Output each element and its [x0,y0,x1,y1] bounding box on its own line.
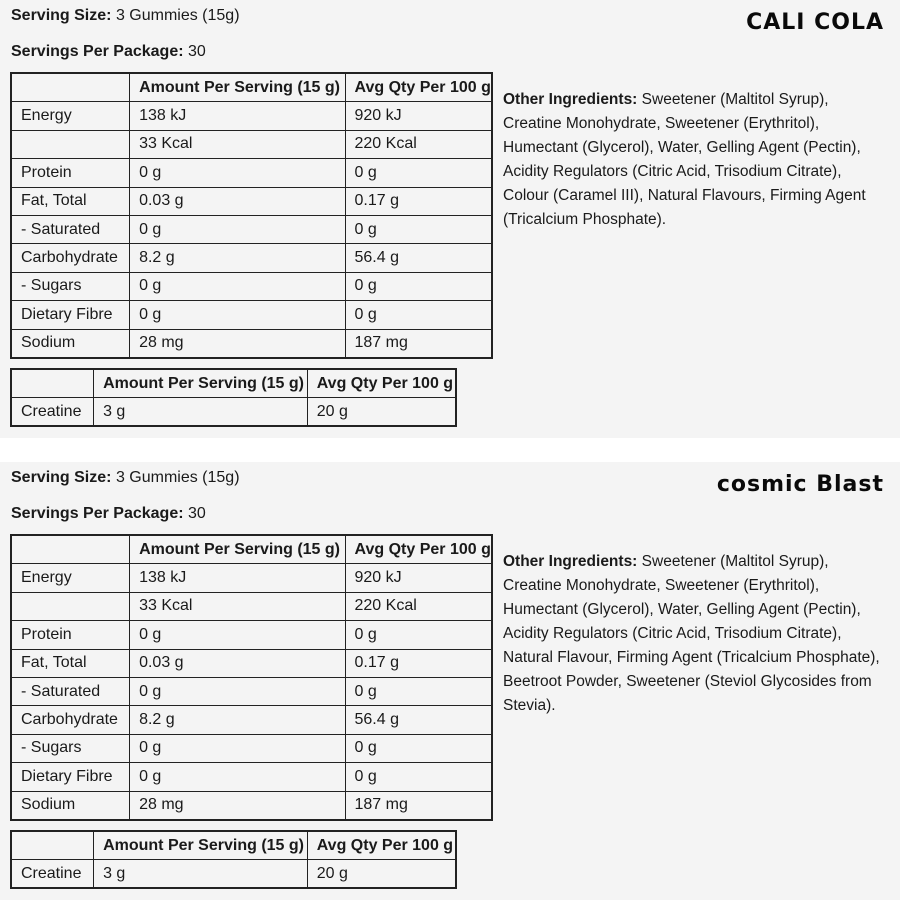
nutrient-name: Energy [11,102,130,130]
table-header [11,73,130,102]
per-100g-value: 56.4 g [345,244,492,272]
table-header [11,831,94,860]
per-serving-value: 3 g [94,398,308,427]
table-row [11,301,492,329]
table-row [11,398,456,427]
nutrient-name: Dietary Fibre [11,301,130,329]
nutrient-name: - Sugars [11,272,130,300]
table-header-row [11,831,456,860]
per-serving-value: 28 mg [130,791,345,820]
nutrient-name: Sodium [11,329,130,358]
table-header-row [11,535,492,564]
nutrient-name: Protein [11,621,130,649]
nutrient-name: Protein [11,159,130,187]
table-row [11,791,492,820]
table-row [11,706,492,734]
table-row [11,677,492,705]
per-serving-value: 0 g [130,621,345,649]
per-serving-value: 0 g [130,301,345,329]
creatine-table [10,830,457,889]
per-serving-value: 0 g [130,677,345,705]
product-name: cosmic Blast [716,472,884,497]
table-row [11,215,492,243]
per-100g-value: 0 g [345,215,492,243]
table-row [11,649,492,677]
serving-size: Serving Size: 3 Gummies (15g) [11,7,240,24]
nutrient-name: Creatine [11,860,94,889]
per-100g-value: 220 Kcal [345,130,492,158]
per-100g-value: 0.17 g [345,187,492,215]
per-100g-value: 0 g [345,734,492,762]
product-panel-cosmic-blast [0,462,900,900]
product-name: CALI COLA [746,10,884,35]
table-header: Amount Per Serving (15 g) [94,369,308,398]
table-row [11,329,492,358]
table-row [11,272,492,300]
table-row [11,734,492,762]
table-row [11,159,492,187]
nutrient-name [11,130,130,158]
other-ingredients: Other Ingredients: Sweetener (Maltitol Syrup), Creatine Monohydrate, Sweetener (Erythritol), Humectant (Glycerol), Water, Gelling Agent (Pectin), Acidity Regulators (Citric Acid, Trisodium Citrate), Colour (Caramel III), Natural Flavours, Firming Agent (Tricalcium Phosphate). [503,91,866,228]
per-100g-value: 0 g [345,677,492,705]
per-serving-value: 8.2 g [130,706,345,734]
per-serving-value: 0 g [130,272,345,300]
per-serving-value: 28 mg [130,329,345,358]
table-row [11,564,492,592]
table-header [11,535,130,564]
nutrient-name: - Sugars [11,734,130,762]
nutrient-name: Energy [11,564,130,592]
table-header: Amount Per Serving (15 g) [130,73,345,102]
table-row [11,621,492,649]
nutrition-table [10,534,493,821]
per-serving-value: 0.03 g [130,649,345,677]
nutrient-name: Fat, Total [11,187,130,215]
per-serving-value: 0 g [130,159,345,187]
per-100g-value: 187 mg [345,329,492,358]
nutrient-name [11,592,130,620]
table-header-row [11,73,492,102]
per-serving-value: 138 kJ [130,564,345,592]
per-serving-value: 0 g [130,763,345,791]
table-header [11,369,94,398]
per-100g-value: 187 mg [345,791,492,820]
per-100g-value: 0 g [345,763,492,791]
table-header: Avg Qty Per 100 g [345,535,492,564]
table-header: Avg Qty Per 100 g [307,369,456,398]
table-row [11,187,492,215]
per-serving-value: 0.03 g [130,187,345,215]
nutrient-name: Dietary Fibre [11,763,130,791]
nutrient-name: Carbohydrate [11,244,130,272]
table-row [11,860,456,889]
per-serving-value: 0 g [130,215,345,243]
table-row [11,763,492,791]
per-100g-value: 920 kJ [345,564,492,592]
nutrient-name: - Saturated [11,677,130,705]
table-row [11,102,492,130]
nutrient-name: - Saturated [11,215,130,243]
serving-size: Serving Size: 3 Gummies (15g) [11,469,240,486]
per-100g-value: 56.4 g [345,706,492,734]
table-row [11,130,492,158]
table-header: Avg Qty Per 100 g [345,73,492,102]
per-100g-value: 920 kJ [345,102,492,130]
servings-per-package: Servings Per Package: 30 [11,505,206,522]
table-header: Amount Per Serving (15 g) [130,535,345,564]
per-serving-value: 33 Kcal [130,130,345,158]
product-panel-cali-cola [0,0,900,438]
per-100g-value: 20 g [307,398,456,427]
per-serving-value: 138 kJ [130,102,345,130]
table-header-row [11,369,456,398]
other-ingredients: Other Ingredients: Sweetener (Maltitol Syrup), Creatine Monohydrate, Sweetener (Erythritol), Humectant (Glycerol), Water, Gelling Agent (Pectin), Acidity Regulators (Citric Acid, Trisodium Citrate), Natural Flavour, Firming Agent (Tricalcium Phosphate), Beetroot Powder, Sweetener (Steviol Glycosides from Stevia). [503,553,880,714]
per-100g-value: 220 Kcal [345,592,492,620]
table-row [11,244,492,272]
per-serving-value: 3 g [94,860,308,889]
table-header: Avg Qty Per 100 g [307,831,456,860]
nutrient-name: Fat, Total [11,649,130,677]
nutrient-name: Carbohydrate [11,706,130,734]
nutrition-table [10,72,493,359]
per-100g-value: 0 g [345,272,492,300]
creatine-table [10,368,457,427]
per-100g-value: 0 g [345,621,492,649]
table-header: Amount Per Serving (15 g) [94,831,308,860]
servings-per-package: Servings Per Package: 30 [11,43,206,60]
per-serving-value: 8.2 g [130,244,345,272]
per-serving-value: 33 Kcal [130,592,345,620]
per-100g-value: 0.17 g [345,649,492,677]
per-100g-value: 0 g [345,159,492,187]
nutrient-name: Sodium [11,791,130,820]
per-100g-value: 20 g [307,860,456,889]
per-100g-value: 0 g [345,301,492,329]
nutrient-name: Creatine [11,398,94,427]
per-serving-value: 0 g [130,734,345,762]
table-row [11,592,492,620]
